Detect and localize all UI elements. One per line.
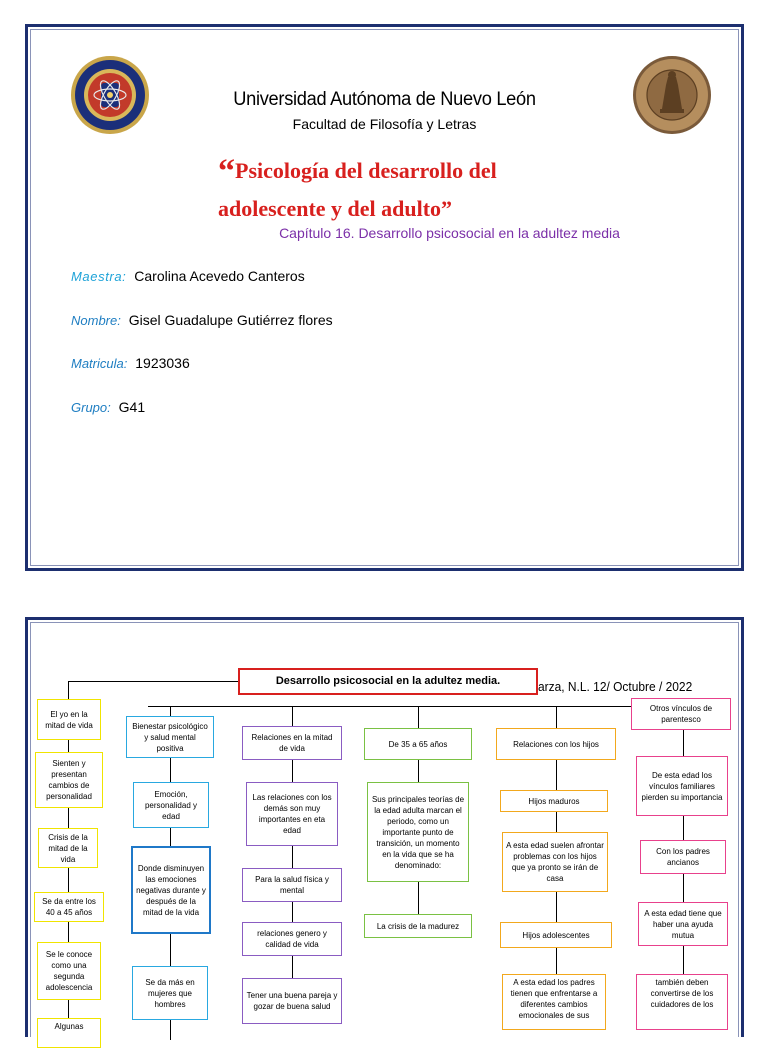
- map-node: Crisis de la mitad de la vida: [38, 828, 98, 868]
- connector: [68, 868, 69, 892]
- connector: [683, 730, 684, 756]
- connector: [170, 706, 171, 716]
- connector: [292, 902, 293, 922]
- connector: [418, 882, 419, 914]
- map-node: Para la salud física y mental: [242, 868, 342, 902]
- map-node: Se le conoce como una segunda adolescencia: [37, 942, 101, 1000]
- map-node: Tener una buena pareja y gozar de buena salud: [242, 978, 342, 1024]
- chapter-subtitle: Capítulo 16. Desarrollo psicosocial en la adultez media: [279, 225, 620, 241]
- connector: [556, 892, 557, 922]
- title-line-1: Psicología del desarrollo del: [235, 158, 497, 183]
- map-node: Las relaciones con los demás son muy importantes en eta edad: [246, 782, 338, 846]
- title-open-quote: “: [218, 153, 235, 190]
- connector: [68, 740, 69, 752]
- connector: [68, 922, 69, 942]
- map-node: Hijos maduros: [500, 790, 608, 812]
- connector: [68, 808, 69, 828]
- id-value: 1923036: [135, 355, 190, 371]
- map-node: Sus principales teorías de la edad adulta marcan el periodo, como un importante punto de transición, un momento en la vida que se ha denominado:: [367, 782, 469, 882]
- connector: [292, 706, 293, 726]
- connector: [683, 946, 684, 974]
- map-node: La crisis de la madurez: [364, 914, 472, 938]
- map-node: Se da entre los 40 a 45 años: [34, 892, 104, 922]
- connector: [292, 846, 293, 868]
- concept-map-page: [25, 617, 744, 1037]
- connector: [683, 816, 684, 840]
- connector: [68, 681, 238, 682]
- cover-page: [25, 24, 744, 571]
- name-label: Nombre:: [71, 313, 121, 328]
- map-node: A esta edad suelen afrontar problemas con los hijos que ya pronto se irán de casa: [502, 832, 608, 892]
- group-field: [71, 399, 145, 415]
- map-node: A esta edad los padres tienen que enfrentarse a diferentes cambios emocionales de sus: [502, 974, 606, 1030]
- map-node: De esta edad los vínculos familiares pierden su importancia: [636, 756, 728, 816]
- map-node: Con los padres ancianos: [640, 840, 726, 874]
- map-node: Se da más en mujeres que hombres: [132, 966, 208, 1020]
- connector: [170, 828, 171, 846]
- faculty-name: Facultad de Filosofía y Letras: [292, 116, 477, 132]
- map-node: Relaciones en la mitad de vida: [242, 726, 342, 760]
- place-date: arza, N.L. 12/ Octubre / 2022: [538, 679, 693, 694]
- connector: [170, 1020, 171, 1040]
- concept-map-title: Desarrollo psicosocial en la adultez media.: [238, 668, 538, 695]
- map-node: Emoción, personalidad y edad: [133, 782, 209, 828]
- connector: [683, 874, 684, 902]
- teacher-label: Maestra:: [71, 269, 127, 284]
- connector: [170, 934, 171, 966]
- group-label: Grupo:: [71, 400, 111, 415]
- id-field: [71, 355, 190, 371]
- map-node: Donde disminuyen las emociones negativas durante y después de la mitad de la vida: [131, 846, 211, 934]
- connector: [292, 760, 293, 782]
- group-value: G41: [118, 399, 146, 415]
- map-node: también deben convertirse de los cuidadores de los: [636, 974, 728, 1030]
- map-node: Hijos adolescentes: [500, 922, 612, 948]
- map-node: A esta edad tiene que haber una ayuda mutua: [638, 902, 728, 946]
- map-node: Otros vínculos de parentesco: [631, 698, 731, 730]
- connector: [418, 706, 419, 728]
- connector: [418, 760, 419, 782]
- connector: [556, 812, 557, 832]
- connector: [292, 956, 293, 978]
- map-node: Bienestar psicológico y salud mental positiva: [126, 716, 214, 758]
- connector: [148, 706, 710, 707]
- map-node: relaciones genero y calidad de vida: [242, 922, 342, 956]
- map-node: Sienten y presentan cambios de personalidad: [35, 752, 103, 808]
- name-value: Gisel Guadalupe Gutiérrez flores: [128, 312, 333, 328]
- teacher-field: [71, 268, 305, 284]
- connector: [68, 1000, 69, 1020]
- work-title: [218, 152, 618, 227]
- teacher-value: Carolina Acevedo Canteros: [134, 268, 305, 284]
- connector: [556, 706, 557, 728]
- connector: [170, 758, 171, 782]
- title-line-2: adolescente y del adulto”: [218, 196, 453, 221]
- connector: [556, 760, 557, 790]
- connector: [556, 948, 557, 974]
- map-node: Algunas: [37, 1018, 101, 1048]
- connector: [68, 681, 69, 699]
- university-name: Universidad Autónoma de Nuevo León: [233, 89, 536, 110]
- map-node: El yo en la mitad de vida: [37, 699, 101, 740]
- id-label: Matricula:: [71, 356, 128, 371]
- map-node: De 35 a 65 años: [364, 728, 472, 760]
- map-node: Relaciones con los hijos: [496, 728, 616, 760]
- name-field: [71, 312, 333, 328]
